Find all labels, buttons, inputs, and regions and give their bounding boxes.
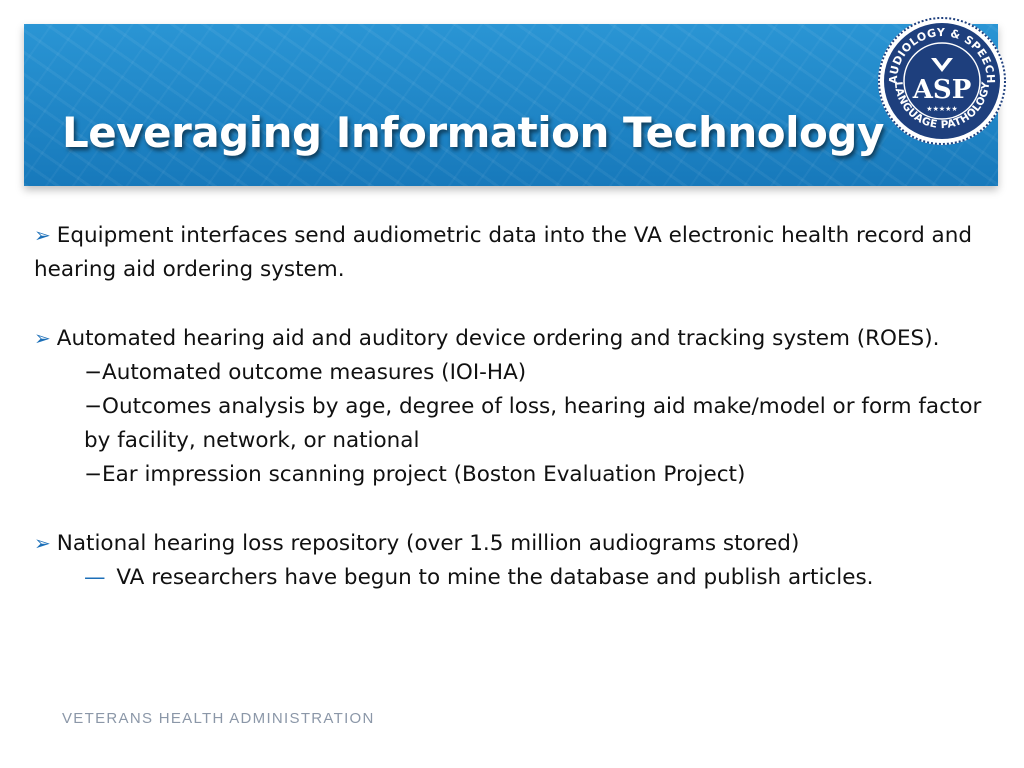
- bullet-item-2: [34, 321, 984, 356]
- em-dash-bullet: —: [84, 565, 106, 590]
- va-seal-icon: [875, 14, 1009, 148]
- sub-bullet-item: [34, 561, 984, 595]
- sub-bullet-text: VA researchers have begun to mine the database and publish articles.: [116, 565, 874, 590]
- sub-bullet-item: −Automated outcome measures (IOI-HA): [84, 360, 527, 385]
- seal-center-text: ASP: [912, 75, 972, 105]
- sub-bullet-item: −Outcomes analysis by age, degree of loss, hearing aid make/model or form factor by facility, network, or national: [84, 394, 982, 453]
- footer-text: VETERANS HEALTH ADMINISTRATION: [62, 710, 375, 727]
- bullet-text: National hearing loss repository (over 1.5 million audiograms stored): [56, 531, 800, 556]
- arrow-bullet-icon: ➢: [34, 326, 51, 350]
- bullet-item-1: [34, 218, 984, 287]
- seal-ring-top-text: AUDIOLOGY & SPEECH: [886, 25, 998, 85]
- page-title: Leveraging Information Technology: [62, 108, 884, 157]
- arrow-bullet-icon: ➢: [34, 223, 51, 247]
- arrow-bullet-icon: ➢: [34, 531, 51, 555]
- spacer: [34, 492, 984, 526]
- seal-stars-icon: ★★★★★: [926, 105, 958, 113]
- bullet-item-3: [34, 526, 984, 561]
- bullet-text: Equipment interfaces send audiometric data into the VA electronic health record and hearing aid ordering system.: [34, 223, 972, 282]
- bullet-text: Automated hearing aid and auditory device ordering and tracking system (ROES).: [56, 326, 940, 351]
- spacer: [34, 287, 984, 321]
- sub-bullet-item: −Ear impression scanning project (Boston Evaluation Project): [84, 462, 746, 487]
- bullet-list: [34, 218, 984, 595]
- title-banner: [24, 24, 998, 186]
- seal-ring-bottom-text: LANGUAGE PATHOLOGY: [891, 80, 993, 132]
